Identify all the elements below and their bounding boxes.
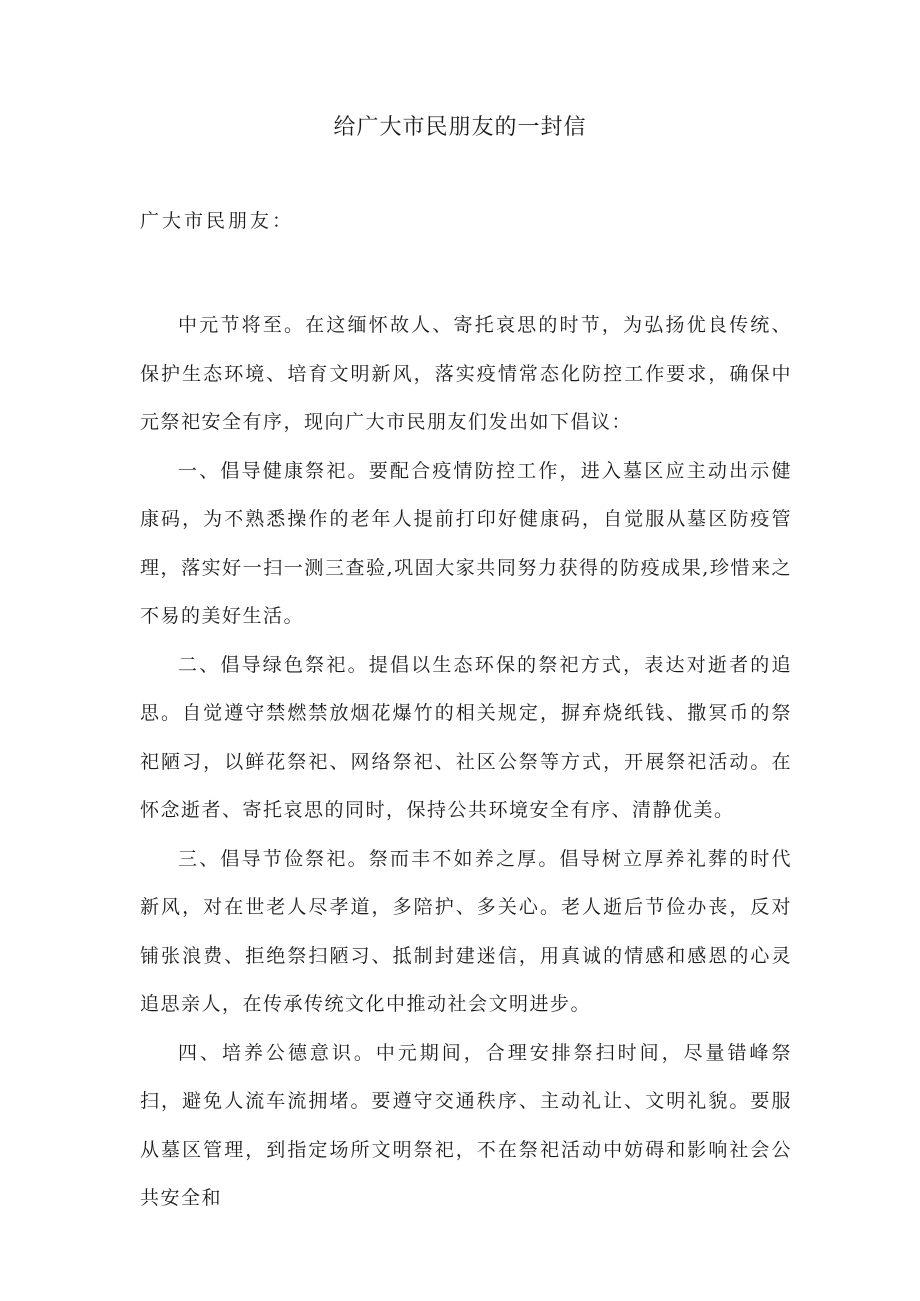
salutation: 广大市民朋友： <box>140 210 295 232</box>
paragraph-frugal-sacrifice: 三、倡导节俭祭祀。祭而丰不如养之厚。倡导树立厚养礼葬的时代新风，对在世老人尽孝道，多陪护、多关心。老人逝后节俭办丧，反对铺张浪费、拒绝祭扫陋习、抵制封建迷信，用真诚的情感和感恩的心灵追思亲人，在传承传统文化中推动社会文明进步。 <box>140 847 792 1015</box>
paragraph-intro: 中元节将至。在这缅怀故人、寄托哀思的时节，为弘扬优良传统、保护生态环境、培育文明新风，落实疫情常态化防控工作要求，确保中元祭祀安全有序，现向广大市民朋友们发出如下倡议： <box>140 314 792 433</box>
letter-body <box>140 301 792 1223</box>
paragraph-healthy-sacrifice: 一、倡导健康祭祀。要配合疫情防控工作，进入墓区应主动出示健康码，为不熟悉操作的老年人提前打印好健康码，自觉服从墓区防疫管理，落实好一扫一测三查验,巩固大家共同努力获得的防疫成果,珍惜来之不易的美好生活。 <box>140 459 792 627</box>
paragraph-public-morality: 四、培养公德意识。中元期间，合理安排祭扫时间，尽量错峰祭扫，避免人流车流拥堵。要遵守交通秩序、主动礼让、文明礼貌。要服从墓区管理，到指定场所文明祭祀，不在祭祀活动中妨碍和影响社会公共安全和 <box>140 1041 792 1209</box>
paragraph-green-sacrifice: 二、倡导绿色祭祀。提倡以生态环保的祭祀方式，表达对逝者的追思。自觉遵守禁燃禁放烟花爆竹的相关规定，摒弃烧纸钱、撒冥币的祭祀陋习，以鲜花祭祀、网络祭祀、社区公祭等方式，开展祭祀活动。在怀念逝者、寄托哀思的同时，保持公共环境安全有序、清静优美。 <box>140 653 792 821</box>
document-title: 给广大市民朋友的一封信 <box>333 115 587 140</box>
